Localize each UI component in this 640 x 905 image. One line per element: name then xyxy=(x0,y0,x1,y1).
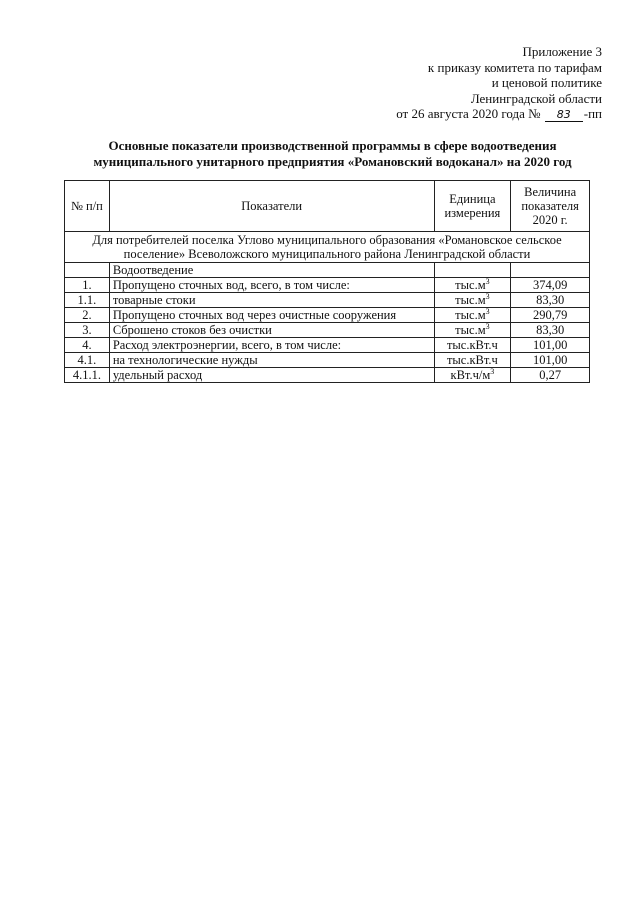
row-num: 1. xyxy=(65,278,110,293)
row-num: 2. xyxy=(65,308,110,323)
consumer-group-row xyxy=(65,232,590,263)
table-row xyxy=(65,293,590,308)
row-value: 290,79 xyxy=(511,308,590,323)
row-name: Сброшено стоков без очистки xyxy=(109,323,434,338)
section-value-cell xyxy=(511,263,590,278)
row-unit-text: тыс.м xyxy=(455,278,486,292)
header-name: Показатели xyxy=(109,181,434,232)
row-value: 0,27 xyxy=(511,368,590,383)
row-unit-text: тыс.м xyxy=(455,293,486,307)
section-num-cell xyxy=(65,263,110,278)
table-row xyxy=(65,323,590,338)
header-value: Величина показателя 2020 г. xyxy=(511,181,590,232)
row-unit-sup: 3 xyxy=(485,276,490,286)
row-value: 83,30 xyxy=(511,323,590,338)
row-unit xyxy=(434,323,511,338)
row-unit-sup: 3 xyxy=(485,306,490,316)
row-unit-sup: 3 xyxy=(490,366,495,376)
table-header-row xyxy=(65,181,590,232)
appendix-order-ref: к приказу комитета по тарифам xyxy=(427,59,602,75)
row-value: 374,09 xyxy=(511,278,590,293)
section-row xyxy=(65,263,590,278)
row-unit-text: тыс.кВт.ч xyxy=(446,338,498,352)
row-num: 4.1. xyxy=(65,353,110,368)
row-unit xyxy=(434,293,511,308)
row-num: 3. xyxy=(65,323,110,338)
row-value: 83,30 xyxy=(511,293,590,308)
table-row xyxy=(65,308,590,323)
row-name: Расход электроэнергии, всего, в том числе: xyxy=(109,338,434,353)
title-line-1: Основные показатели производственной программы в сфере водоотведения xyxy=(108,138,557,153)
row-unit xyxy=(434,338,511,353)
row-name: Пропущено сточных вод, всего, в том числе: xyxy=(109,278,434,293)
appendix-header xyxy=(396,44,602,122)
document-title xyxy=(60,138,605,170)
row-value: 101,00 xyxy=(511,338,590,353)
row-name: товарные стоки xyxy=(109,293,434,308)
title-line-2: муниципального унитарного предприятия «Романовский водоканал» на 2020 год xyxy=(93,154,572,169)
row-unit-text: кВт.ч/м xyxy=(450,368,491,382)
row-value: 101,00 xyxy=(511,353,590,368)
indicators-table xyxy=(64,180,590,383)
row-unit xyxy=(434,368,511,383)
section-label: Водоотведение xyxy=(109,263,434,278)
row-unit xyxy=(434,353,511,368)
appendix-region: Ленинградской области xyxy=(470,90,602,106)
header-unit: Единица измерения xyxy=(434,181,511,232)
appendix-date: от 26 августа 2020 года № xyxy=(396,106,541,121)
row-unit-sup: 3 xyxy=(485,291,490,301)
row-unit-sup: 3 xyxy=(485,321,490,331)
row-num: 4. xyxy=(65,338,110,353)
table-row xyxy=(65,368,590,383)
row-name: удельный расход xyxy=(109,368,434,383)
row-name: Пропущено сточных вод через очистные сооружения xyxy=(109,308,434,323)
row-name: на технологические нужды xyxy=(109,353,434,368)
order-number: 83 xyxy=(545,109,583,122)
row-unit-text: тыс.м xyxy=(455,323,486,337)
row-unit-text: тыс.м xyxy=(455,308,486,322)
table-row xyxy=(65,353,590,368)
row-num: 4.1.1. xyxy=(65,368,110,383)
row-unit-text: тыс.кВт.ч xyxy=(446,353,498,367)
table-row xyxy=(65,338,590,353)
row-unit xyxy=(434,308,511,323)
order-suffix: -пп xyxy=(583,106,602,121)
appendix-title: Приложение 3 xyxy=(522,44,602,59)
appendix-committee: и ценовой политике xyxy=(491,75,602,90)
section-unit-cell xyxy=(434,263,511,278)
appendix-date-line xyxy=(396,106,602,122)
row-num: 1.1. xyxy=(65,293,110,308)
header-num: № п/п xyxy=(65,181,110,232)
table-row xyxy=(65,278,590,293)
consumer-group-label: Для потребителей поселка Углово муниципального образования «Романовское сельское поселение» Всеволожского муниципального района Ленинградской области xyxy=(65,232,590,263)
row-unit xyxy=(434,278,511,293)
